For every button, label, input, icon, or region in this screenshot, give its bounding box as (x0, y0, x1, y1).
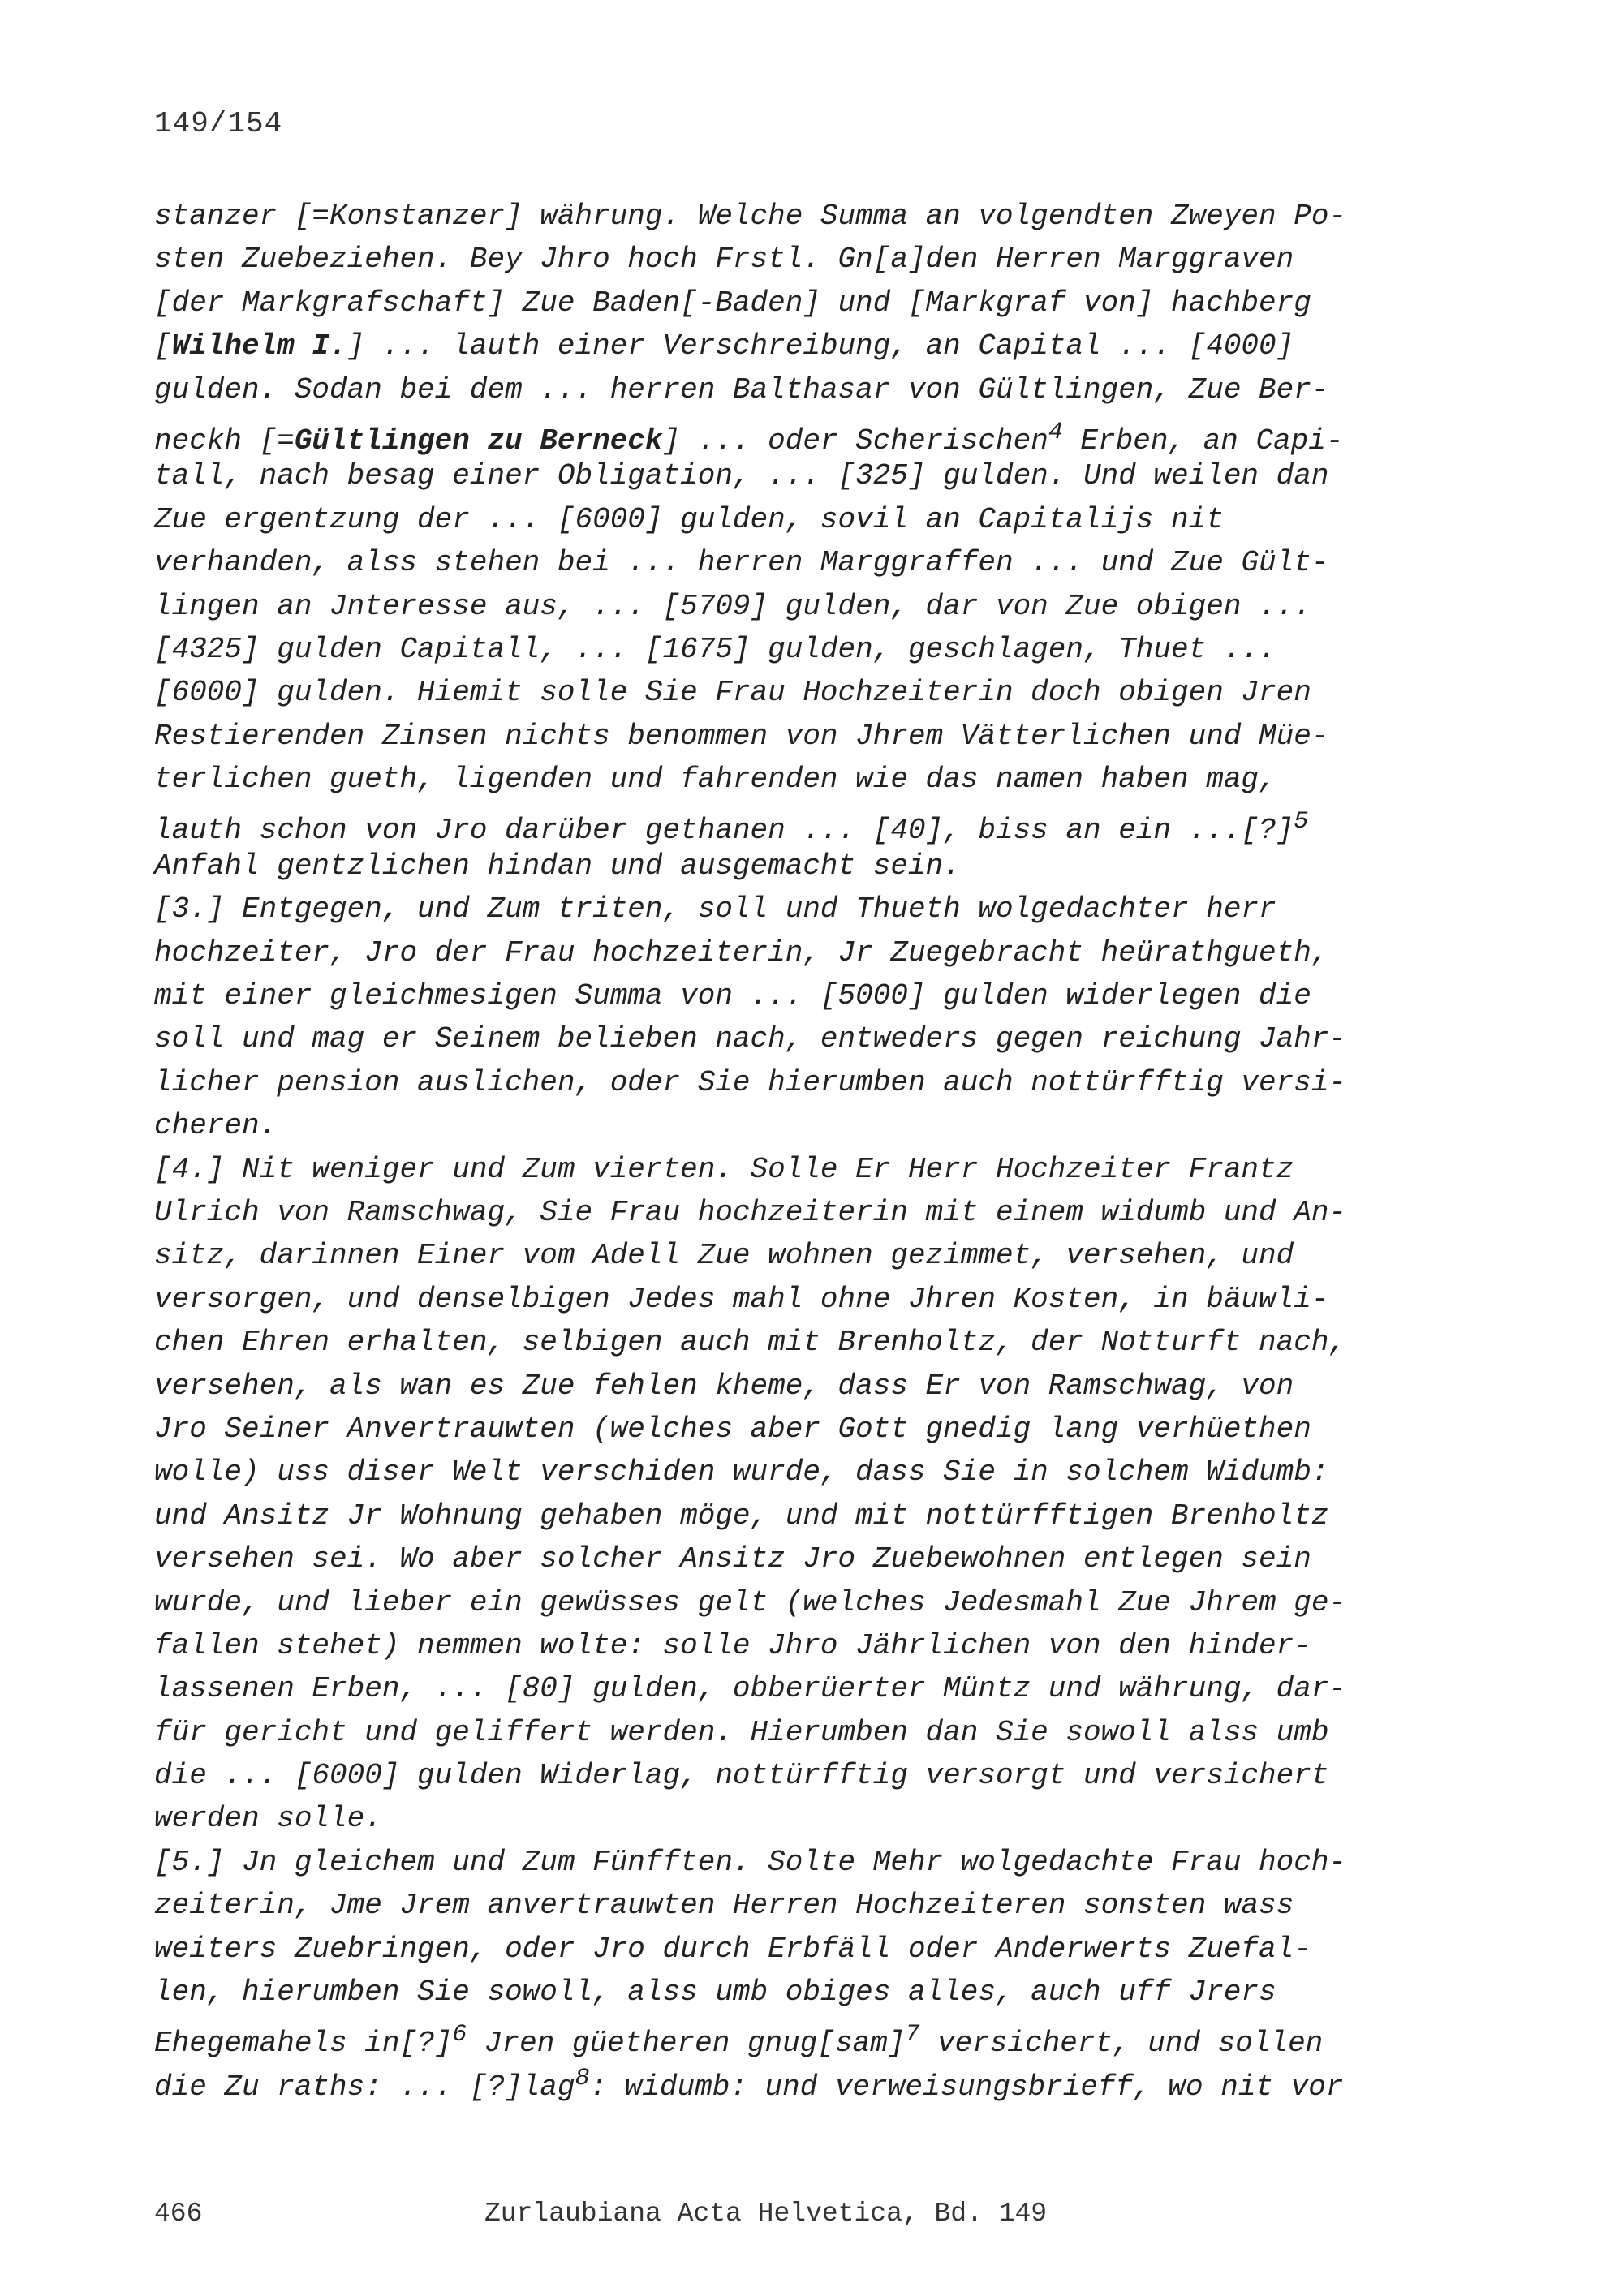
text-line: lingen an Jnteresse aus, ... [5709] gulden, dar von Zue obigen ... (154, 589, 1311, 623)
text-line: Zue ergentzung der ... [6000] gulden, sovil an Capitalijs nit (154, 502, 1224, 536)
text-line: [5.] Jn gleichem und Zum Fünfften. Solte Mehr wolgedachte Frau hoch- (154, 1845, 1347, 1879)
text-line: [3.] Entgegen, und Zum triten, soll und Thueth wolgedachter herr (154, 892, 1276, 927)
text-line: chen Ehren erhalten, selbigen auch mit Brenholtz, der Notturft nach, (154, 1326, 1347, 1360)
text-line: [6000] gulden. Hiemit solle Sie Frau Hochzeiterin doch obigen Jren (154, 676, 1311, 710)
text-line: sitz, darinnen Einer vom Adell Zue wohnen gezimmet, versehen, und (154, 1239, 1294, 1273)
text-line: Ulrich von Ramschwag, Sie Frau hochzeiterin mit einem widumb und An- (154, 1195, 1347, 1229)
text-line: gulden. Sodan bei dem ... herren Balthasar von Gültlingen, Zue Ber- (154, 372, 1329, 406)
text-line: stanzer [=Konstanzer] währung. Welche Summa an volgendten Zweyen Po- (154, 200, 1347, 233)
text-line: wolle) uss diser Welt verschiden wurde, dass Sie in solchem Widumb: (154, 1455, 1329, 1490)
text-line: verhanden, alss stehen bei ... herren Marggraffen ... und Zue Gült- (154, 546, 1329, 580)
text-line: neckh [=Gültlingen zu Berneck] ... oder Scherischen$^4$ Erben, an Capi- (154, 418, 1344, 458)
text-line: cheren. (154, 1109, 278, 1143)
text-line: mit einer gleichmesigen Summa von ... [5000] gulden widerlegen die (154, 979, 1311, 1013)
text-line: len, hierumben Sie sowoll, alss umb obiges alles, auch uff Jrers (154, 1976, 1276, 2010)
text-line: und Ansitz Jr Wohnung gehaben möge, und mit nottürfftigen Brenholtz (154, 1498, 1329, 1533)
text-line: [4325] gulden Capitall, ... [1675] gulden, geschlagen, Thuet ... (154, 632, 1276, 666)
text-line: [4.] Nit weniger und Zum vierten. Solle Er Herr Hochzeiter Frantz (154, 1152, 1294, 1186)
text-line: die Zu raths: ... [?]lag$^8$: widumb: und verweisungsbrieff, wo nit vor (154, 2064, 1344, 2104)
text-line: lassenen Erben, ... [80] gulden, obberüerter Müntz und währung, dar- (154, 1672, 1347, 1706)
text-line: Jro Seiner Anvertrauwten (welches aber Gott gnedig lang verhüethen (154, 1412, 1311, 1446)
text-line: [Wilhelm I.] ... lauth einer Verschreibung, an Capital ... [4000] (154, 329, 1294, 363)
text-line: versehen sei. Wo aber solcher Ansitz Jro Zuebewohnen entlegen sein (154, 1542, 1311, 1576)
text-line: soll und mag er Seinem belieben nach, entweders gegen reichung Jahr- (154, 1022, 1347, 1056)
footer-publication-title: Zurlaubiana Acta Helvetica, Bd. 149 (484, 2199, 1048, 2229)
text-line: für gericht und geliffert werden. Hierumben dan Sie sowoll alss umb (154, 1715, 1329, 1749)
text-line: zeiterin, Jme Jrem anvertrauwten Herren Hochzeiteren sonsten wass (154, 1889, 1294, 1923)
text-line: hochzeiter, Jro der Frau hochzeiterin, Jr Zuegebracht heürathgueth, (154, 935, 1329, 970)
text-line: werden solle. (154, 1802, 382, 1836)
text-line: lauth schon von Jro darüber gethanen ... [40], biss an ein ...[?]$^5$ (154, 808, 1309, 848)
text-line: Anfahl gentzlichen hindan und ausgemacht sein. (154, 849, 961, 883)
text-line: tall, nach besag einer Obligation, ... [325] gulden. Und weilen dan (154, 459, 1329, 493)
text-line: licher pension auslichen, oder Sie hierumben auch nottürfftig versi- (154, 1065, 1347, 1099)
text-line: sten Zuebeziehen. Bey Jhro hoch Frstl. Gn[a]den Herren Marggraven (154, 243, 1294, 277)
text-line: wurde, und lieber ein gewüsses gelt (welches Jedesmahl Zue Jhrem ge- (154, 1585, 1347, 1619)
body-text (154, 195, 1420, 2104)
footer-page-number: 466 (154, 2199, 203, 2229)
text-line: terlichen gueth, ligenden und fahrenden wie das namen haben mag, (154, 763, 1276, 797)
text-line: die ... [6000] gulden Widerlag, nottürfftig versorgt und versichert (154, 1759, 1329, 1793)
text-line: [der Markgrafschaft] Zue Baden[-Baden] und [Markgraf von] hachberg (154, 286, 1311, 320)
page-counter: 149/154 (154, 107, 283, 140)
text-line: Ehegemahels in[?]$^6$ Jren güetheren gnug[sam]$^7$ versichert, und sollen (154, 2021, 1324, 2061)
text-line: versorgen, und denselbigen Jedes mahl ohne Jhren Kosten, in bäuwli- (154, 1282, 1329, 1316)
text-line: Restierenden Zinsen nichts benommen von Jhrem Vätterlichen und Müe- (154, 719, 1329, 753)
text-line: fallen stehet) nemmen wolte: solle Jhro Jährlichen von den hinder- (154, 1628, 1311, 1662)
text-line: versehen, als wan es Zue fehlen kheme, dass Er von Ramschwag, von (154, 1369, 1294, 1403)
text-line: weiters Zuebringen, oder Jro durch Erbfäll oder Anderwerts Zuefal- (154, 1932, 1311, 1966)
